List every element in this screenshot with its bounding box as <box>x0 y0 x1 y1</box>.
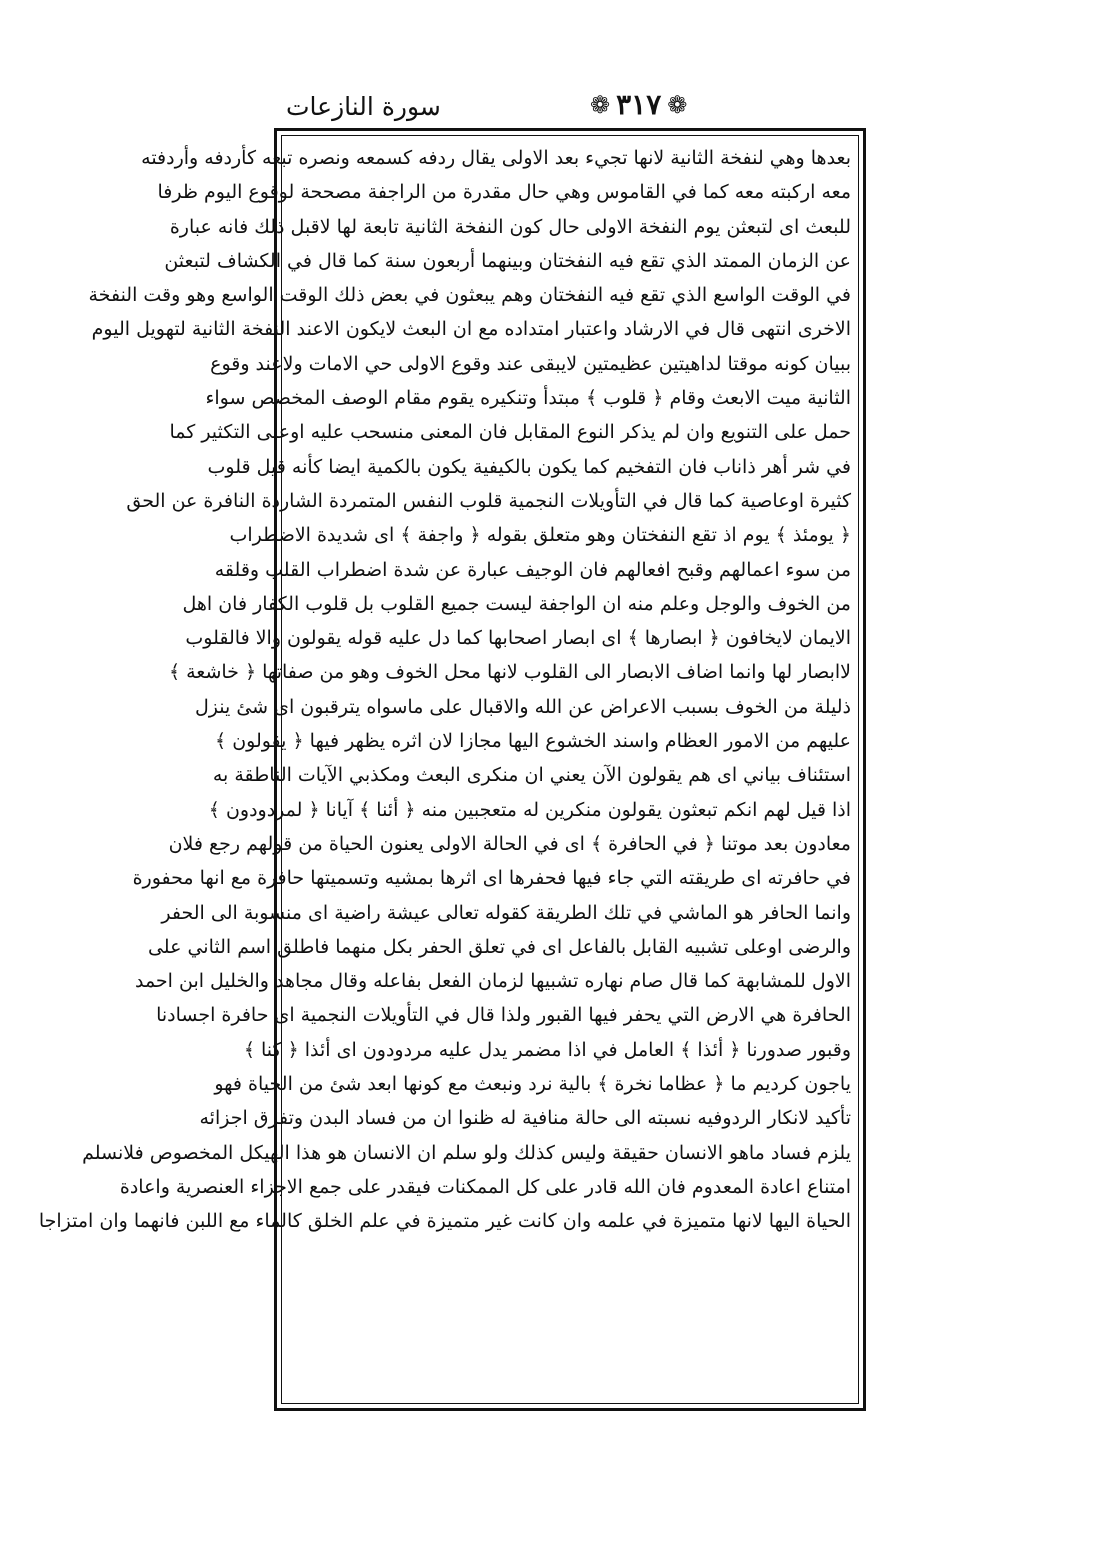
text-line: في شر أهر ذاناب فان التفخيم كما يكون بالكيفية يكون بالكمية ايضا كأنه قيل قلوب <box>207 455 851 478</box>
page-header <box>270 84 870 130</box>
text-line: حمل على التنويع وان لم يذكر النوع المقابل فان المعنى منسحب عليه اوعلى التكثير كما <box>169 421 851 444</box>
text-line: الايمان لايخافون ﴿ ابصارها ﴾ اى ابصار اصحابها كما دل عليه قوله يقولون والا فالقلوب <box>185 627 851 650</box>
text-line: وقبور صدورنا ﴿ أئذا ﴾ العامل في اذا مضمر يدل عليه مردودون اى أئذا ﴿ كنا ﴾ <box>243 1038 851 1061</box>
text-line: ببيان كونه موقتا لداهيتين عظيمتين لايبقى عند وقوع الاولى حي الامات ولاعند وقوع <box>210 352 851 375</box>
text-line: وانما الحافر هو الماشي في تلك الطريقة كقوله تعالى عيشة راضية اى منسوبة الى الحفر <box>161 901 851 924</box>
page-number-box <box>590 88 687 121</box>
text-line: الثانية ميت الابعث وقام ﴿ قلوب ﴾ مبتدأ وتنكيره يقوم مقام الوصف المخصص سواء <box>205 387 851 410</box>
text-line: الحافرة هي الارض التي يحفر فيها القبور ولذا قال في التأويلات النجمية اى حافرة اجسادنا <box>156 1004 851 1027</box>
ornament-right-icon: ❁ <box>667 90 688 119</box>
text-line: ياجون كرديم ما ﴿ عظاما نخرة ﴾ بالية نرد ونبعث مع كونها ابعد شئ من الحياة فهو <box>214 1073 851 1096</box>
text-line: اذا قيل لهم انكم تبعثون يقولون منكرين له متعجبين منه ﴿ أئنا ﴾ آيانا ﴿ لمردودون ﴾ <box>208 798 851 821</box>
text-line: يلزم فساد ماهو الانسان حقيقة وليس كذلك ولو سلم ان الانسان هو هذا الهيكل المخصوص فلانسلم <box>82 1141 851 1164</box>
text-line: والرضى اوعلى تشبيه القابل بالفاعل اى في تعلق الحفر بكل منهما فاطلق اسم الثاني على <box>147 935 851 958</box>
running-title: سورة النازعات <box>286 92 441 121</box>
text-line: عن الزمان الممتد الذي تقع فيه النفختان وبينهما أربعون سنة كما قال في الكشاف لتبعثن <box>164 249 851 272</box>
text-line: لاابصار لها وانما اضاف الابصار الى القلوب لانها محل الخوف وهو من صفاتها ﴿ خاشعة ﴾ <box>168 661 851 684</box>
text-line: الاول للمشابهة كما قال صام نهاره تشبيها لزمان الفعل بفاعله وقال مجاهد والخليل ابن احمد <box>134 970 851 993</box>
text-line: تأكيد لانكار الردوفيه نسبته الى حالة منافية له ظنوا ان من فساد البدن وتفرق اجزائه <box>199 1107 851 1130</box>
text-line: الحياة اليها لانها متميزة في علمه وان كانت غير متميزة في علم الخلق كالماء مع اللبن فانهما وان امتزاجا <box>38 1210 851 1233</box>
text-line: عليهم من الامور العظام واسند الخشوع اليها مجازا لان اثره يظهر فيها ﴿ يقولون ﴾ <box>215 730 851 753</box>
text-line: للبعث اى لتبعثن يوم النفخة الاولى حال كون النفخة الثانية تابعة لها لاقبل ذلك فانه عبارة <box>169 215 851 238</box>
text-line: معه اركبته معه كما في القاموس وهي حال مقدرة من الراجفة مصححة لوقوع اليوم ظرفا <box>157 181 851 204</box>
text-line: من الخوف والوجل وعلم منه ان الواجفة ليست جميع القلوب بل قلوب الكفار فان اهل <box>182 592 851 615</box>
text-line: من سوء اعمالهم وقبح افعالهم فان الوجيف عبارة عن شدة اضطراب القلب وقلقه <box>214 558 851 581</box>
text-frame <box>38 128 866 1411</box>
text-line: معادون بعد موتنا ﴿ في الحافرة ﴾ اى في الحالة الاولى يعنون الحياة من قولهم رجع فلان <box>168 832 851 855</box>
page-number: ٣١٧ <box>616 88 662 121</box>
text-line: بعدها وهي لنفخة الثانية لانها تجيء بعد الاولى يقال ردفه كسمعه ونصره تبعه كأردفه وأردفته <box>141 147 851 169</box>
text-line: استئناف بياني اى هم يقولون الآن يعني ان منكرى البعث ومكذبي الآيات الناطقة به <box>212 764 851 787</box>
text-line: ﴿ يومئذ ﴾ يوم اذ تقع النفختان وهو متعلق بقوله ﴿ واجفة ﴾ اى شديدة الاضطراب <box>229 524 851 547</box>
text-line: امتناع اعادة المعدوم فان الله قادر على كل الممكنات فيقدر على جمع الاجزاء العنصرية واعادة <box>119 1175 851 1198</box>
text-line: ذليلة من الخوف بسبب الاعراض عن الله والاقبال على ماسواه يترقبون اى شئ ينزل <box>194 695 851 718</box>
text-line: الاخرى انتهى قال في الارشاد واعتبار امتداده مع ان البعث لايكون الاعند النفخة الثانية لتهويل اليوم <box>91 318 851 341</box>
ornament-left-icon: ❁ <box>590 90 611 119</box>
text-line: كثيرة اوعاصية كما قال في التأويلات النجمية قلوب النفس المتمردة الشاردة النافرة عن الحق <box>126 489 851 512</box>
body-text <box>38 141 851 1400</box>
text-line: في حافرته اى طريقته التي جاء فيها فحفرها اى اثرها بمشيه وتسميتها حافرة مع انها محفورة <box>132 867 851 890</box>
text-line: في الوقت الواسع الذي تقع فيه النفختان وهم يبعثون في بعض ذلك الوقت الواسع وهو وقت النفخة <box>88 284 851 307</box>
